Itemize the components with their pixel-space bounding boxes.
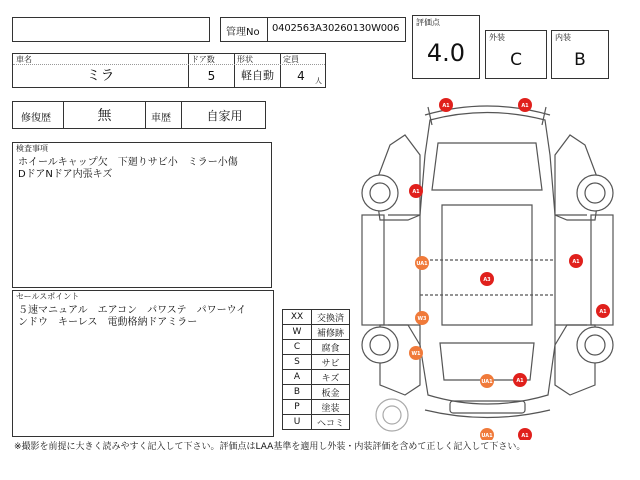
damage-marker bbox=[480, 272, 494, 286]
kanri-box bbox=[220, 17, 406, 42]
car-diagram bbox=[350, 95, 625, 440]
damage-marker-label: A1 bbox=[599, 309, 607, 315]
car-name-label: 車名 bbox=[16, 55, 32, 64]
legend-desc: 補修跡 bbox=[312, 325, 350, 340]
inspection-label: 検査事項 bbox=[16, 144, 48, 153]
usage-value: 自家用 bbox=[206, 109, 243, 123]
damage-marker bbox=[518, 98, 532, 112]
hyoka-box bbox=[412, 15, 480, 79]
kanri-number: 0402563A30260130W006 bbox=[272, 23, 400, 34]
legend-desc: キズ bbox=[312, 370, 350, 385]
damage-marker bbox=[480, 374, 494, 388]
legend-row bbox=[283, 325, 350, 340]
hyoka-label: 評価点 bbox=[416, 18, 440, 27]
damage-marker-label: W1 bbox=[411, 351, 421, 357]
legend-desc: 交換済 bbox=[312, 310, 350, 325]
legend-code: B bbox=[283, 385, 312, 400]
legend-row bbox=[283, 370, 350, 385]
damage-marker bbox=[439, 98, 453, 112]
legend-code: A bbox=[283, 370, 312, 385]
gaisou-label: 外装 bbox=[489, 33, 505, 42]
damage-marker-label: A1 bbox=[516, 378, 524, 384]
capacity-label: 定員 bbox=[283, 55, 299, 64]
repair-value: 無 bbox=[97, 108, 112, 124]
legend-code: C bbox=[283, 340, 312, 355]
doors-label: ドア数 bbox=[191, 55, 215, 64]
kanri-label: 管理No bbox=[226, 27, 260, 38]
legend-desc: サビ bbox=[312, 355, 350, 370]
vehicle-info bbox=[12, 53, 326, 88]
damage-marker bbox=[409, 184, 423, 198]
damage-marker-label: UA1 bbox=[481, 433, 493, 439]
legend-desc: 腐食 bbox=[312, 340, 350, 355]
gaisou-box bbox=[485, 30, 547, 79]
damage-code-legend bbox=[282, 309, 350, 430]
repair-label: 修復歴 bbox=[21, 113, 51, 124]
legend-row bbox=[283, 355, 350, 370]
type-value: 軽自動 bbox=[241, 69, 274, 82]
selling-points-box bbox=[12, 290, 274, 437]
gaisou-value: C bbox=[510, 50, 522, 70]
usage-label: 車歴 bbox=[151, 113, 171, 124]
legend-row bbox=[283, 310, 350, 325]
history-row bbox=[12, 101, 266, 129]
damage-marker bbox=[415, 256, 429, 270]
damage-marker-label: UA1 bbox=[481, 379, 493, 385]
damage-marker-label: A1 bbox=[442, 103, 450, 109]
naisou-box bbox=[551, 30, 609, 79]
naisou-value: B bbox=[574, 50, 586, 70]
legend-desc: 板金 bbox=[312, 385, 350, 400]
naisou-label: 内装 bbox=[555, 33, 571, 42]
damage-marker-label: A1 bbox=[521, 433, 529, 439]
damage-marker bbox=[409, 346, 423, 360]
legend-row bbox=[283, 385, 350, 400]
selling-points-text: ５速マニュアル エアコン パワステ パワーウイ ンドウ キーレス 電動格納ドアミラー bbox=[18, 305, 247, 328]
damage-marker bbox=[518, 428, 532, 440]
damage-marker-label: UA1 bbox=[416, 261, 428, 267]
inspection-box bbox=[12, 142, 272, 288]
legend-row bbox=[283, 415, 350, 430]
damage-marker-label: A1 bbox=[572, 259, 580, 265]
legend-desc: 塗装 bbox=[312, 400, 350, 415]
selling-points-label: セールスポイント bbox=[16, 292, 80, 301]
legend-code: U bbox=[283, 415, 312, 430]
damage-marker bbox=[596, 304, 610, 318]
legend-desc: ヘコミ bbox=[312, 415, 350, 430]
damage-marker-label: W3 bbox=[417, 316, 427, 322]
damage-marker bbox=[569, 254, 583, 268]
legend-row bbox=[283, 340, 350, 355]
legend-code: W bbox=[283, 325, 312, 340]
legend-code: P bbox=[283, 400, 312, 415]
legend-row bbox=[283, 400, 350, 415]
footer-note: ※撮影を前提に大きく読みやすく記入して下さい。評価点はLAA基準を適用し外装・内装評価を含めて正しく記入して下さい。 bbox=[14, 442, 526, 452]
car-name-value: ミラ bbox=[86, 68, 115, 84]
legend-code: XX bbox=[283, 310, 312, 325]
type-label: 形状 bbox=[237, 55, 253, 64]
damage-marker-label: A1 bbox=[412, 189, 420, 195]
damage-marker-label: A1 bbox=[521, 103, 529, 109]
title-box bbox=[12, 17, 210, 42]
hyoka-value: 4.0 bbox=[426, 39, 466, 67]
capacity-unit: 人 bbox=[315, 77, 322, 85]
damage-marker bbox=[415, 311, 429, 325]
damage-marker-label: A3 bbox=[483, 277, 491, 283]
doors-value: 5 bbox=[207, 69, 216, 83]
damage-marker bbox=[480, 428, 494, 440]
damage-marker bbox=[513, 373, 527, 387]
legend-code: S bbox=[283, 355, 312, 370]
inspection-text: ホイールキャップ欠 下廻りサビ小 ミラー小傷 DドアNドア内張キズ bbox=[18, 157, 238, 180]
capacity-value: 4 bbox=[297, 69, 305, 83]
